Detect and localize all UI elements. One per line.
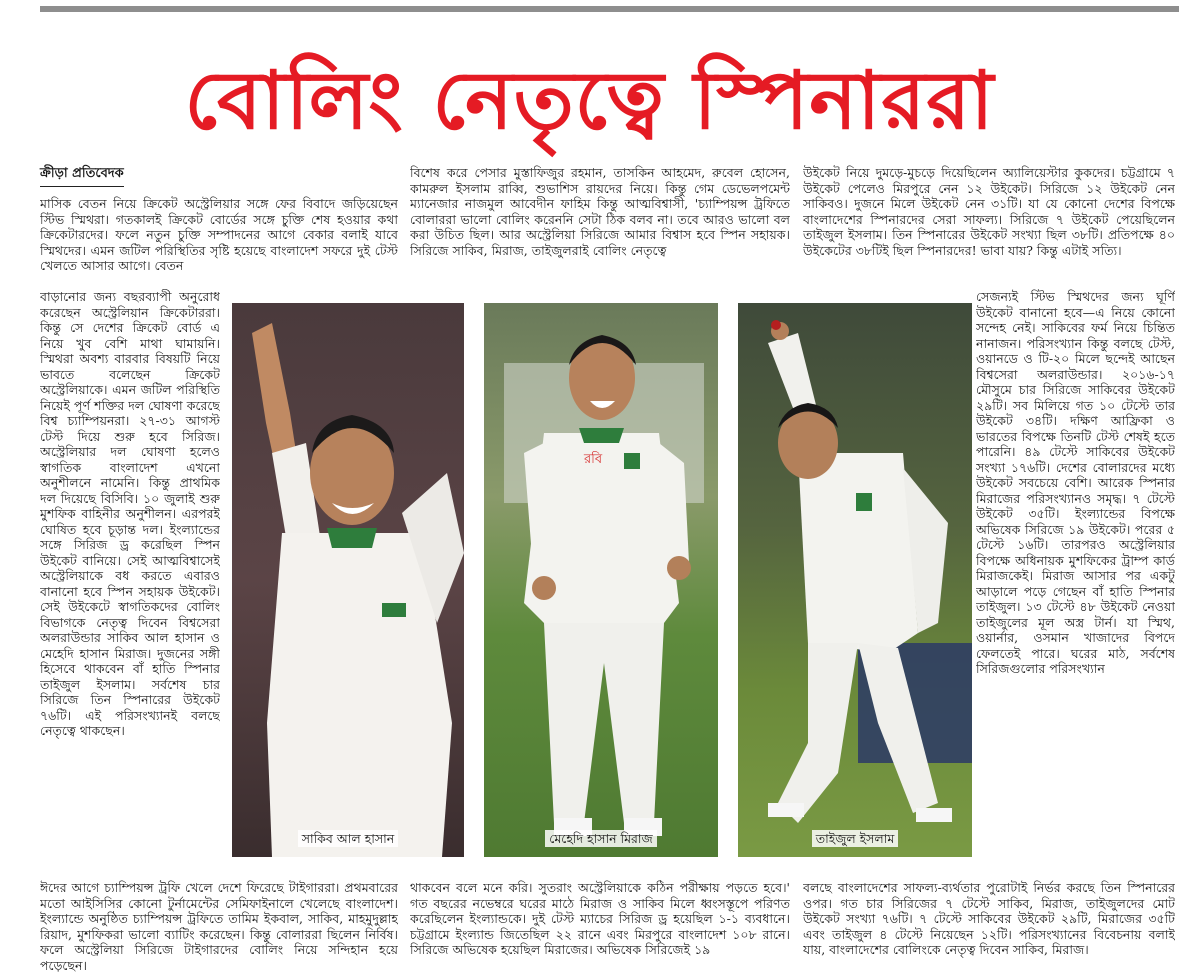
photo-shakib bbox=[232, 303, 464, 857]
article-col3-top: উইকেট নিয়ে দুমড়ে-মুচড়ে দিয়েছিলেন অ্যালিয়েস্টার কুকদের। চট্টগ্রামে ৭ উইকেট পেলেও মিরপুরে নেন ১২ উইকেট। সিরিজে ১২ উইকেট নেন সাকিবও। দুজনে মিলে উইকেট নেন ৩১টি। যা যে কোনো দেশের বিপক্ষে বাংলাদেশের স্পিনারদের সেরা সাফল্য। সিরিজে ৭ উইকেট পেয়েছিলেন তাইজুল ইসলাম। তিন স্পিনারের উইকেট সংখ্যা ছিল ৩৮টি। প্রতিপক্ষে ৪০ উইকেটের ৩৮টিই ছিল স্পিনারদের! ভাবা যায়? কিন্তু এটাই সত্যি। bbox=[803, 165, 1175, 258]
top-rule bbox=[40, 6, 1179, 12]
headline: বোলিং নেতৃত্বে স্পিনাররা bbox=[184, 54, 995, 147]
photo-caption-taijul: তাইজুল ইসলাম bbox=[738, 828, 972, 851]
article-col1-top: মাসিক বেতন নিয়ে ক্রিকেট অস্ট্রেলিয়ার সঙ্গে ফের বিবাদে জড়িয়েছেন স্টিভ স্মিথরা। গতকালই ক্রিকেট বোর্ডের সঙ্গে চুক্তি শেষ হওয়ার কথা ক্রিকেটারদের। ফলে নতুন চুক্তি সম্পাদনের আগে বেকার বলাই যাবে স্মিথদের। এমন জটিল পরিস্থিতির সৃষ্টি হয়েছে বাংলাদেশ সফরে দুই টেস্ট খেলতে আসার আগে। বেতন bbox=[40, 196, 398, 273]
svg-text:রবি: রবি bbox=[584, 452, 603, 467]
photo-caption-mehedi: মেহেদি হাসান মিরাজ bbox=[484, 828, 718, 851]
article-col3-narrow: সেজন্যই স্টিভ স্মিথদের জন্য ঘূর্ণি উইকেট বানানো হবে—এ নিয়ে কোনো সন্দেহ নেই। সাকিবের ফর্ম নিয়ে চিন্তিত নানাজন। পরিসংখ্যান কিন্তু বলছে টেস্ট, ওয়ানডে ও টি-২০ মিলে ছন্দেই আছেন বিশ্বসেরা অলরাউন্ডার। ২০১৬-১৭ মৌসুমে চার সিরিজে সাকিবের উইকেট ২৯টি। সব মিলিয়ে গত ১০ টেস্টে তার উইকেট ৩৪টি। দক্ষিণ আফ্রিকা ও ভারতের বিপক্ষে তিনটি টেস্ট শেষই হতে পারেনি। ৪৯ টেস্টে সাকিবের উইকেট সংখ্যা ১৭৬টি। দেশের বোলারদের মধ্যে উইকেট সবচেয়ে বেশি। আরেক স্পিনার মিরাজের পরিসংখ্যানও সমৃদ্ধ। ৭ টেস্টে উইকেট ৩৫টি। ইংল্যান্ডের বিপক্ষে অভিষেক সিরিজে ১৯ উইকেট। পরের ৫ টেস্টে ১৬টি। তারপরও অস্ট্রেলিয়ার বিপক্ষে অধিনায়ক মুশফিকের ট্রাম্প কার্ড মিরাজকেই। মিরাজ আসার পর একটু আড়ালে পড়ে গেছেন বাঁ হাতি স্পিনার তাইজুল। ১৩ টেস্টে ৪৮ উইকেট নেওয়া তাইজুলের মূল অস্ত্র টার্ন। যা স্মিথ, ওয়ার্নার, ওসমান খাজাদের বিপদে ফেলতেই পারে। ঘরের মাঠ, সর্বশেষ সিরিজগুলোর পরিসংখ্যান bbox=[976, 289, 1175, 676]
byline: ক্রীড়া প্রতিবেদক bbox=[40, 164, 124, 187]
article-col1-bottom: ঈদের আগে চ্যাম্পিয়ন্স ট্রফি খেলে দেশে ফিরেছে টাইগাররা। প্রথমবারের মতো আইসিসির কোনো টুর্নামেন্টের সেমিফাইনালে খেলেছে বাংলাদেশ। ইংল্যান্ডে অনুষ্ঠিত চ্যাম্পিয়ন্স ট্রফিতে তামিম ইকবাল, সাকিব, মাহমুদুল্লাহ রিয়াদ, মুশফিকরা ভালো ব্যাটিং করেছেন। কিন্তু বোলাররা ছিলেন নির্বিষ। ফলে অস্ট্রেলিয়া সিরিজে টাইগারদের বোলিং নিয়ে সন্দিহান হয়ে পড়েছেন। bbox=[40, 880, 398, 973]
article-col2-top: বিশেষ করে পেসার মুস্তাফিজুর রহমান, তাসকিন আহমেদ, রুবেল হোসেন, কামরুল ইসলাম রাব্বি, শুভাশিস রায়দের নিয়ে। কিন্তু গেম ডেভেলপমেন্ট ম্যানেজার নাজমুল আবেদীন ফাহিম কিন্তু আত্মবিশ্বাসী, 'চ্যাম্পিয়ন্স ট্রফিতে বোলাররা ভালো বোলিং করেননি সেটা ঠিক বলব না। তবে আরও ভালো বল করা উচিত ছিল। আর অস্ট্রেলিয়া সিরিজে আমার বিশ্বাস হবে স্পিন সহায়ক। সিরিজে সাকিব, মিরাজ, তাইজুলরাই বোলিং নেতৃত্বে bbox=[410, 165, 790, 258]
photo-mehedi bbox=[484, 303, 718, 857]
photo-caption-shakib: সাকিব আল হাসান bbox=[232, 828, 464, 851]
article-col1-narrow: বাড়ানোর জন্য বছরব্যাপী অনুরোধ করেছেন অস্ট্রেলিয়ান ক্রিকেটাররা। কিন্তু সে দেশের ক্রিকেট বোর্ড এ নিয়ে খুব বেশি মাথা ঘামায়নি। স্মিথরা অবশ্য বারবার বিষয়টি নিয়ে ভাবতে বলেছেন ক্রিকেট অস্ট্রেলিয়াকে। এমন জটিল পরিস্থিতি নিয়েই পূর্ণ শক্তির দল ঘোষণা করেছে বিশ্ব চ্যাম্পিয়নরা। ২৭-৩১ আগস্ট টেস্ট দিয়ে শুরু হবে সিরিজ। অস্ট্রেলিয়ার দল ঘোষণা হলেও স্বাগতিক বাংলাদেশ এখনো অনুশীলনে নামেনি। কিন্তু প্রাথমিক দল দিয়েছে বিসিবি। ১০ জুলাই শুরু মুশফিক বাহিনীর অনুশীলন। এরপরই ঘোষিত হবে চূড়ান্ত দল। ইংল্যান্ডের সঙ্গে সিরিজ ড্র করেছিল স্পিন উইকেট বানিয়ে। সেই আত্মবিশ্বাসেই অস্ট্রেলিয়াকে বধ করতে এবারও বানানো হবে স্পিন সহায়ক উইকেট। সেই উইকেটে স্বাগতিকদের বোলিং বিভাগকে নেতৃত্ব দিবেন বিশ্বসেরা অলরাউন্ডার সাকিব আল হাসান ও মেহেদি হাসান মিরাজ। দুজনের সঙ্গী হিসেবে থাকবেন বাঁ হাতি স্পিনার তাইজুল ইসলাম। সর্বশেষ চার সিরিজে তিন স্পিনারের উইকেট ৭৬টি। এই পরিসংখ্যানই বলছে নেতৃত্বে থাকছেন। bbox=[40, 289, 220, 738]
article-col2-bottom: থাকবেন বলে মনে করি। সুতরাং অস্ট্রেলিয়াকে কঠিন পরীক্ষায় পড়তে হবে।' গত বছরের নভেম্বরে ঘরের মাঠে মিরাজ ও সাকিব মিলে ধ্বংসস্তূপে পরিণত করেছিলেন ইংল্যান্ডকে। দুই টেস্ট ম্যাচের সিরিজ ড্র হয়েছিল ১-১ ব্যবধানে। চট্টগ্রামে ইংল্যান্ড জিতেছিল ২২ রানে এবং মিরপুরে বাংলাদেশ ১০৮ রানে। সিরিজে অভিষেক হয়েছিল মিরাজের। অভিষেক সিরিজেই ১৯ bbox=[410, 880, 790, 957]
photo-taijul bbox=[738, 303, 972, 857]
article-col3-bottom: বলছে বাংলাদেশের সাফল্য-ব্যর্থতার পুরোটাই নির্ভর করছে তিন স্পিনারের ওপর। গত চার সিরিজের ৭ টেস্টে সাকিব, মিরাজ, তাইজুলদের মোট উইকেট সংখ্যা ৭৬টি। ৭ টেস্টে সাকিবের উইকেট ২৯টি, মিরাজের ৩৫টি এবং তাইজুল ৪ টেস্টে নিয়েছেন ১২টি। পরিসংখ্যানের বিবেচনায় বলাই যায়, বাংলাদেশের বোলিংকে নেতৃত্ব দিবেন সাকিব, মিরাজ। bbox=[803, 880, 1175, 957]
